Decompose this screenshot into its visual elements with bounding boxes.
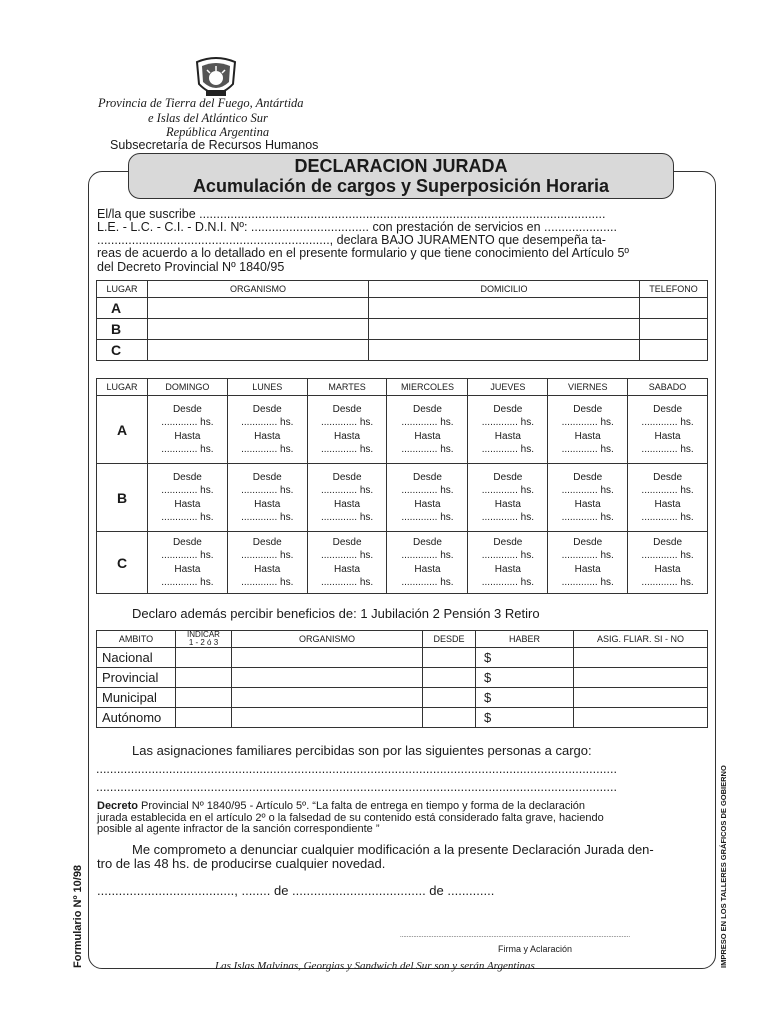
schedule-cell[interactable] (148, 532, 228, 594)
domicilio-field[interactable] (369, 298, 640, 319)
schedule-cell[interactable] (307, 532, 387, 594)
col-viernes: VIERNES (548, 379, 628, 396)
col-martes: MARTES (307, 379, 387, 396)
asig-field[interactable] (574, 708, 708, 728)
ambito-provincial: Provincial (97, 668, 176, 688)
schedule-hs2: ............. hs. (401, 577, 454, 588)
schedule-hasta: Hasta (334, 563, 361, 575)
schedule-cell[interactable] (548, 532, 628, 594)
compromiso-line1: Me comprometo a denunciar cualquier modificación a la presente Declaración Jurada den- (132, 842, 654, 857)
schedule-desde: Desde (413, 403, 442, 415)
schedule-hasta: Hasta (494, 430, 521, 442)
col-lugar: LUGAR (97, 379, 148, 396)
schedule-hs2: ............. hs. (161, 577, 214, 588)
province-name-line1: Provincia de Tierra del Fuego, Antártida (98, 96, 304, 110)
schedule-cell[interactable] (387, 396, 468, 464)
schedule-hs2: ............. hs. (561, 577, 614, 588)
schedule-desde: Desde (493, 403, 523, 415)
col-lunes: LUNES (227, 379, 307, 396)
schedule-hs2: ............. hs. (320, 577, 374, 588)
decreto-bold: Decreto (97, 800, 138, 812)
schedule-desde: Desde (413, 471, 442, 483)
schedule-desde: Desde (172, 471, 202, 483)
schedule-hs2: ............. hs. (161, 512, 214, 523)
indicar-field[interactable] (176, 688, 232, 708)
schedule-hs2: ............. hs. (320, 444, 374, 455)
schedule-desde: Desde (252, 403, 282, 415)
compromiso-line2: tro de las 48 hs. de producirse cualquier novedad. (97, 856, 386, 871)
schedule-hasta: Hasta (254, 563, 281, 575)
schedule-desde: Desde (332, 403, 362, 415)
asignaciones-dots-2[interactable]: ...................................................................................................................................................... (96, 780, 617, 794)
schedule-hs1: ............. hs. (320, 550, 374, 561)
schedule-hs1: ............. hs. (481, 550, 534, 561)
row-label: B (97, 319, 148, 340)
schedule-cell[interactable] (628, 532, 708, 594)
schedule-cell[interactable] (387, 464, 468, 532)
organismo-field[interactable] (232, 668, 423, 688)
schedule-hs1: ............. hs. (320, 417, 374, 428)
schedule-cell[interactable] (227, 532, 307, 594)
schedule-hs1: ............. hs. (481, 485, 534, 496)
ambito-municipal: Municipal (97, 688, 176, 708)
decreto-line1 (97, 800, 585, 812)
asig-field[interactable] (574, 648, 708, 668)
schedule-hs2: ............. hs. (641, 444, 694, 455)
col-organismo: ORGANISMO (148, 281, 369, 298)
schedule-cell[interactable] (468, 532, 548, 594)
haber-field[interactable]: $ (476, 648, 574, 668)
schedule-hasta: Hasta (574, 563, 601, 575)
title-line2: Acumulación de cargos y Superposición Horaria (192, 176, 610, 196)
intro-line2: L.E. - L.C. - C.I. - D.N.I. Nº: .................................. con prestación de servicios en ..................... (97, 220, 617, 234)
schedule-hasta: Hasta (174, 430, 201, 442)
schedule-hasta: Hasta (254, 430, 281, 442)
schedule-hs1: ............. hs. (641, 550, 694, 561)
col-domicilio: DOMICILIO (369, 281, 640, 298)
organismo-field[interactable] (148, 340, 369, 361)
schedule-hs1: ............. hs. (241, 550, 294, 561)
haber-field[interactable]: $ (476, 708, 574, 728)
desde-field[interactable] (423, 668, 476, 688)
schedule-hasta: Hasta (334, 430, 361, 442)
ambito-nacional: Nacional (97, 648, 176, 668)
schedule-hasta: Hasta (414, 430, 441, 442)
schedule-cell[interactable] (227, 464, 307, 532)
organismo-field[interactable] (232, 648, 423, 668)
schedule-hs2: ............. hs. (161, 444, 214, 455)
col-telefono: TELEFONO (640, 281, 708, 298)
indicar-label: INDICAR (187, 630, 220, 639)
desde-field[interactable] (423, 648, 476, 668)
col-miercoles: MIERCOLES (387, 379, 468, 396)
decreto-line3: posible al agente infractor de la sanción correspondiente ” (97, 823, 380, 835)
schedule-desde: Desde (413, 536, 442, 548)
row-label: B (97, 464, 148, 532)
schedule-hasta: Hasta (174, 498, 201, 510)
schedule-hs2: ............. hs. (401, 444, 454, 455)
schedule-hs2: ............. hs. (241, 444, 294, 455)
schedule-hs1: ............. hs. (641, 417, 694, 428)
organismo-field[interactable] (232, 688, 423, 708)
schedule-desde: Desde (172, 403, 202, 415)
form-title (128, 153, 674, 199)
schedule-desde: Desde (252, 536, 282, 548)
asignaciones-dots-1[interactable]: ...................................................................................................................................................... (96, 762, 617, 776)
schedule-cell[interactable] (307, 464, 387, 532)
schedule-hs1: ............. hs. (561, 485, 614, 496)
schedule-cell[interactable] (548, 396, 628, 464)
organismo-field[interactable] (232, 708, 423, 728)
benefits-table (96, 630, 708, 728)
row-label: C (97, 532, 148, 594)
organismo-field[interactable] (148, 298, 369, 319)
schedule-cell[interactable] (387, 532, 468, 594)
col-domingo: DOMINGO (148, 379, 228, 396)
col-lugar: LUGAR (97, 281, 148, 298)
intro-line4: reas de acuerdo a lo detallado en el presente formulario y que tiene conocimiento del Artículo 5º (97, 246, 629, 260)
indicar-field[interactable] (176, 708, 232, 728)
form-number-label: Formulario Nº 10/98 (72, 864, 84, 968)
schedule-hs2: ............. hs. (481, 512, 534, 523)
telefono-field[interactable] (640, 298, 708, 319)
intro-line1: El/la que suscribe ..................................................................................................................... (97, 207, 606, 221)
col-jueves: JUEVES (468, 379, 548, 396)
domicilio-field[interactable] (369, 340, 640, 361)
schedule-hs1: ............. hs. (401, 485, 454, 496)
schedule-hs1: ............. hs. (641, 485, 694, 496)
schedule-hs1: ............. hs. (161, 550, 214, 561)
row-label: C (97, 340, 148, 361)
row-label: A (97, 396, 148, 464)
province-name-line2: e Islas del Atlántico Sur (148, 111, 268, 125)
schedule-cell[interactable] (468, 464, 548, 532)
places-table (96, 280, 708, 361)
provincial-seal-icon (193, 56, 239, 100)
schedule-row (97, 396, 708, 464)
schedule-hs1: ............. hs. (161, 485, 214, 496)
schedule-hs1: ............. hs. (320, 485, 374, 496)
col-desde: DESDE (423, 631, 476, 648)
col-ambito: AMBITO (97, 631, 176, 648)
asig-field[interactable] (574, 688, 708, 708)
schedule-hasta: Hasta (654, 498, 681, 510)
schedule-hs1: ............. hs. (481, 417, 534, 428)
schedule-cell[interactable] (148, 464, 228, 532)
decreto-line2: jurada establecida en el artículo 2º o la falsedad de su contenido está considerado falta grave, haciendo (97, 812, 604, 824)
schedule-cell[interactable] (628, 396, 708, 464)
country-name: República Argentina (166, 125, 270, 139)
schedule-cell[interactable] (468, 396, 548, 464)
schedule-hasta: Hasta (414, 498, 441, 510)
printer-credit: IMPRESO EN LOS TALLERES GRÁFICOS DE GOBIERNO (719, 765, 728, 968)
date-line[interactable]: ......................................, ........ de ..................................... de ............. (97, 883, 495, 898)
col-organismo: ORGANISMO (232, 631, 423, 648)
subsecretaria-label: Subsecretaría de Recursos Humanos (110, 138, 319, 152)
schedule-desde: Desde (332, 471, 362, 483)
haber-field[interactable]: $ (476, 668, 574, 688)
schedule-hs1: ............. hs. (161, 417, 214, 428)
schedule-desde: Desde (573, 536, 603, 548)
indicar-field[interactable] (176, 668, 232, 688)
schedule-hasta: Hasta (654, 563, 681, 575)
schedule-hs2: ............. hs. (401, 512, 454, 523)
domicilio-field[interactable] (369, 319, 640, 340)
schedule-hs2: ............. hs. (241, 512, 294, 523)
schedule-hs1: ............. hs. (401, 550, 454, 561)
schedule-desde: Desde (172, 536, 202, 548)
desde-field[interactable] (423, 688, 476, 708)
schedule-hs1: ............. hs. (241, 417, 294, 428)
schedule-cell[interactable] (628, 464, 708, 532)
benefits-line: Declaro además percibir beneficios de: 1 Jubilación 2 Pensión 3 Retiro (132, 606, 540, 621)
schedule-desde: Desde (252, 471, 282, 483)
ambito-autonomo: Autónomo (97, 708, 176, 728)
schedule-table (96, 378, 708, 594)
schedule-desde: Desde (493, 536, 523, 548)
schedule-cell[interactable] (548, 464, 628, 532)
schedule-row (97, 464, 708, 532)
schedule-hasta: Hasta (174, 563, 201, 575)
schedule-hs2: ............. hs. (641, 512, 694, 523)
schedule-row (97, 532, 708, 594)
schedule-desde: Desde (653, 471, 682, 483)
asig-field[interactable] (574, 668, 708, 688)
schedule-hasta: Hasta (574, 498, 601, 510)
schedule-hs2: ............. hs. (561, 512, 614, 523)
schedule-desde: Desde (493, 471, 523, 483)
schedule-hs1: ............. hs. (561, 550, 614, 561)
schedule-hasta: Hasta (574, 430, 601, 442)
schedule-cell[interactable] (307, 396, 387, 464)
footer-slogan: Las Islas Malvinas, Georgias y Sandwich del Sur son y serán Argentinas (215, 960, 535, 972)
intro-line5: del Decreto Provincial Nº 1840/95 (97, 260, 285, 274)
schedule-hs2: ............. hs. (320, 512, 374, 523)
haber-field[interactable]: $ (476, 688, 574, 708)
schedule-hasta: Hasta (494, 563, 521, 575)
col-haber: HABER (476, 631, 574, 648)
schedule-hasta: Hasta (494, 498, 521, 510)
telefono-field[interactable] (640, 319, 708, 340)
title-line1: DECLARACION JURADA (294, 156, 508, 176)
schedule-hs2: ............. hs. (641, 577, 694, 588)
schedule-hs1: ............. hs. (241, 485, 294, 496)
col-asig-fliar: ASIG. FLIAR. SI - NO (574, 631, 708, 648)
schedule-hs2: ............. hs. (481, 577, 534, 588)
schedule-hs1: ............. hs. (401, 417, 454, 428)
schedule-cell[interactable] (148, 396, 228, 464)
decreto-rest: Provincial Nº 1840/95 - Artículo 5º. “La falta de entrega en tiempo y forma de la declaración (137, 800, 586, 812)
schedule-desde: Desde (573, 403, 603, 415)
schedule-hasta: Hasta (334, 498, 361, 510)
telefono-field[interactable] (640, 340, 708, 361)
indicar-options: 1 - 2 ó 3 (188, 638, 219, 647)
schedule-cell[interactable] (227, 396, 307, 464)
organismo-field[interactable] (148, 319, 369, 340)
schedule-hasta: Hasta (254, 498, 281, 510)
schedule-hs2: ............. hs. (561, 444, 614, 455)
desde-field[interactable] (423, 708, 476, 728)
schedule-hs2: ............. hs. (241, 577, 294, 588)
asignaciones-label: Las asignaciones familiares percibidas son por las siguientes personas a cargo: (132, 743, 592, 758)
intro-line3: ..................................................................., declara BAJO JURAMENTO que desempeña ta- (97, 233, 606, 247)
schedule-hasta: Hasta (654, 430, 681, 442)
col-indicar (176, 631, 232, 648)
schedule-hasta: Hasta (414, 563, 441, 575)
firma-dots[interactable]: .......................................................................................................................................... (400, 933, 631, 939)
col-sabado: SABADO (628, 379, 708, 396)
schedule-desde: Desde (332, 536, 362, 548)
schedule-desde: Desde (573, 471, 603, 483)
schedule-hs2: ............. hs. (481, 444, 534, 455)
schedule-desde: Desde (653, 536, 682, 548)
indicar-field[interactable] (176, 648, 232, 668)
schedule-desde: Desde (653, 403, 682, 415)
firma-label: Firma y Aclaración (498, 944, 573, 954)
schedule-hs1: ............. hs. (561, 417, 614, 428)
row-label: A (97, 298, 148, 319)
